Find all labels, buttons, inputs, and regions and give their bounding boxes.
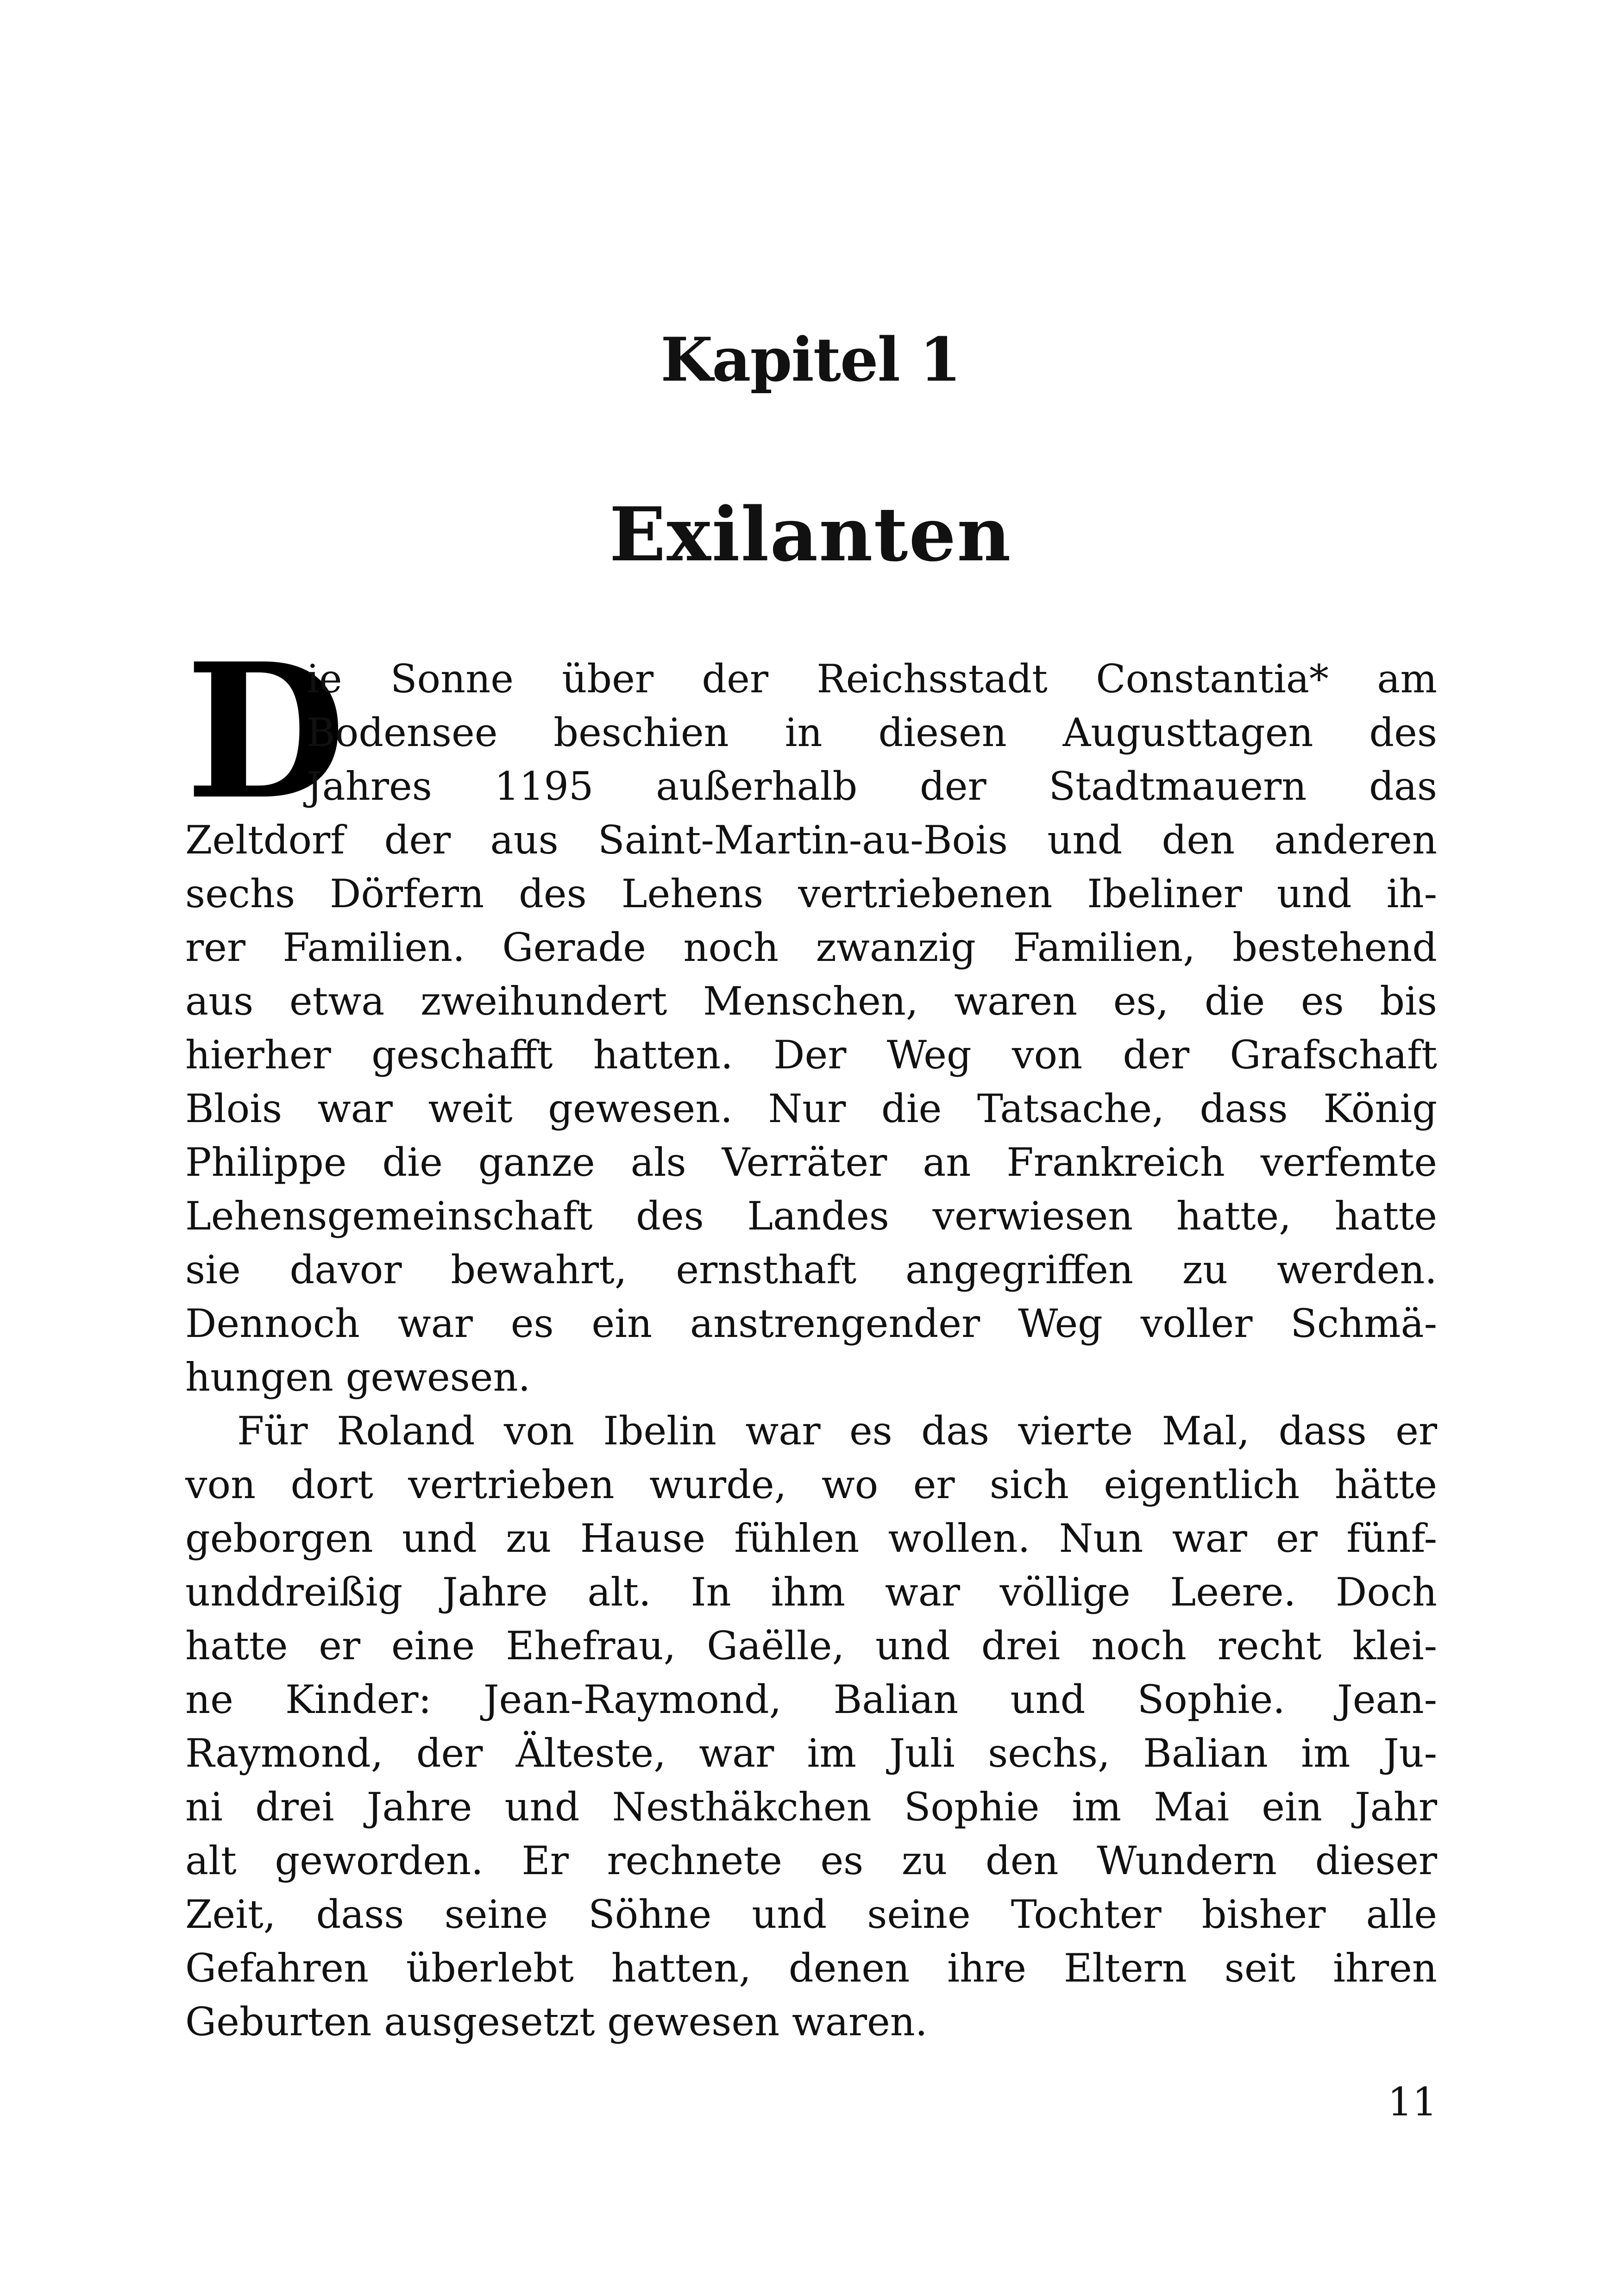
text-line: hungen gewesen. [185,1355,531,1400]
text-line: Gefahren überlebt hatten, denen ihre Eltern seit ihren [185,1945,1437,1991]
text-line: ni drei Jahre und Nesthäkchen Sophie im Mai ein Jahr [185,1784,1437,1830]
text-line: Raymond, der Älteste, war im Juli sechs, Balian im Ju- [185,1731,1437,1776]
chapter-title: Exilanten [609,491,1012,578]
text-line: von dort vertrieben wurde, wo er sich eigentlich hätte [185,1462,1437,1507]
text-line: geborgen und zu Hause fühlen wollen. Nun war er fünf- [185,1516,1437,1561]
text-line: Dennoch war es ein anstrengender Weg voller Schmä- [185,1301,1437,1346]
text-line: Für Roland von Ibelin war es das vierte Mal, dass er [237,1408,1437,1454]
page-number: 11 [1388,2079,1437,2125]
text-line: Blois war weit gewesen. Nur die Tatsache, dass König [185,1086,1437,1131]
text-line: Zeit, dass seine Söhne und seine Tochter bisher alle [185,1892,1437,1937]
text-line: rer Familien. Gerade noch zwanzig Familien, bestehend [185,925,1437,970]
text-line: Zeltdorf der aus Saint-Martin-au-Bois und den anderen [185,817,1437,863]
text-line: sechs Dörfern des Lehens vertriebenen Ibeliner und ih- [185,871,1437,916]
text-line: hierher geschafft hatten. Der Weg von der Grafschaft [185,1032,1437,1078]
text-line: ne Kinder: Jean-Raymond, Balian und Sophie. Jean- [185,1677,1437,1722]
text-line: alt geworden. Er rechnete es zu den Wundern dieser [185,1838,1437,1883]
text-line: ie Sonne über der Reichsstadt Constantia* am [307,656,1437,702]
text-line: unddreißig Jahre alt. In ihm war völlige Leere. Doch [185,1569,1437,1615]
text-line: Bodensee beschien in diesen Augusttagen des [307,710,1437,755]
chapter-label: Kapitel 1 [660,324,961,395]
text-line: Jahres 1195 außerhalb der Stadtmauern das [307,764,1437,809]
text-line: hatte er eine Ehefrau, Gaëlle, und drei noch recht klei- [185,1623,1437,1669]
body-text [185,623,1437,2049]
drop-cap: D [185,623,346,841]
text-line: Philippe die ganze als Verräter an Frankreich verfemte [185,1140,1437,1185]
text-line: Geburten ausgesetzt gewesen waren. [185,1999,928,2045]
text-line: Lehensgemeinschaft des Landes verwiesen hatte, hatte [185,1193,1437,1239]
text-line: aus etwa zweihundert Menschen, waren es, die es bis [185,979,1437,1024]
text-line: sie davor bewahrt, ernsthaft angegriffen zu werden. [185,1247,1437,1292]
